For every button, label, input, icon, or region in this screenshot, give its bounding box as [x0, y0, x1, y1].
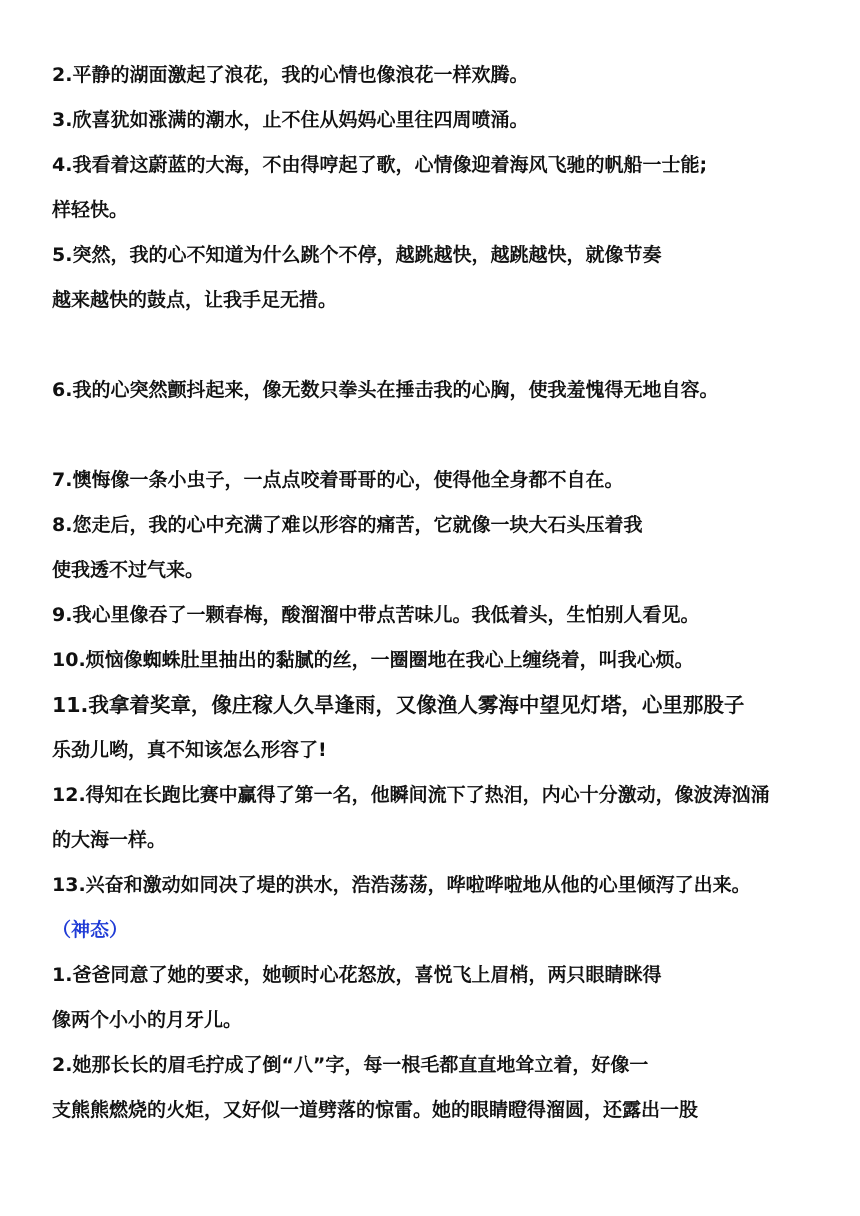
text-line: 10.烦恼像蜘蛛肚里抽出的黏腻的丝，一圈圈地在我心上缠绕着，叫我心烦。 [52, 649, 694, 671]
text-line: 5.突然，我的心不知道为什么跳个不停，越跳越快，越跳越快，就像节奏 [52, 244, 662, 266]
text-line: 像两个小小的月牙儿。 [52, 1009, 243, 1031]
text-line: 12.得知在长跑比赛中赢得了第一名，他瞬间流下了热泪，内心十分激动，像波涛汹涌 [52, 784, 770, 806]
text-line: 13.兴奋和激动如同决了堤的洪水，浩浩荡荡，哗啦哗啦地从他的心里倾泻了出来。 [52, 874, 751, 896]
text-line: 2.平静的湖面激起了浪花，我的心情也像浪花一样欢腾。 [52, 64, 529, 86]
text-line: 3.欣喜犹如涨满的潮水，止不住从妈妈心里往四周喷涌。 [52, 109, 529, 131]
text-line: 的大海一样。 [52, 829, 167, 851]
text-line: 支熊熊燃烧的火炬，又好似一道劈落的惊雷。她的眼睛瞪得溜圆，还露出一股 [52, 1099, 699, 1121]
text-line: 样轻快。 [52, 199, 129, 221]
text-line: 9.我心里像吞了一颗春梅，酸溜溜中带点苦味儿。我低着头，生怕别人看见。 [52, 604, 700, 626]
text-line: 8.您走后，我的心中充满了难以形容的痛苦，它就像一块大石头压着我 [52, 514, 643, 536]
text-line: 11.我拿着奖章，像庄稼人久旱逢雨，又像渔人雾海中望见灯塔，心里那股子 [52, 693, 745, 717]
text-line: 6.我的心突然颤抖起来，像无数只拳头在捶击我的心胸，使我羞愧得无地自容。 [52, 379, 719, 401]
text-line: 越来越快的鼓点，让我手足无措。 [52, 289, 338, 311]
text-line: 2.她那长长的眉毛拧成了倒“八”字，每一根毛都直直地耸立着，好像一 [52, 1054, 649, 1076]
section-heading: （神态） [52, 919, 129, 941]
text-line: 乐劲儿哟，真不知该怎么形容了! [52, 739, 327, 761]
text-line: 4.我看着这蔚蓝的大海，不由得哼起了歌，心情像迎着海风飞驰的帆船一士能; [52, 154, 708, 176]
text-line: 1.爸爸同意了她的要求，她顿时心花怒放，喜悦飞上眉梢，两只眼睛眯得 [52, 964, 662, 986]
text-line: 使我透不过气来。 [52, 559, 205, 581]
text-line: 7.懊悔像一条小虫子，一点点咬着哥哥的心，使得他全身都不自在。 [52, 469, 624, 491]
